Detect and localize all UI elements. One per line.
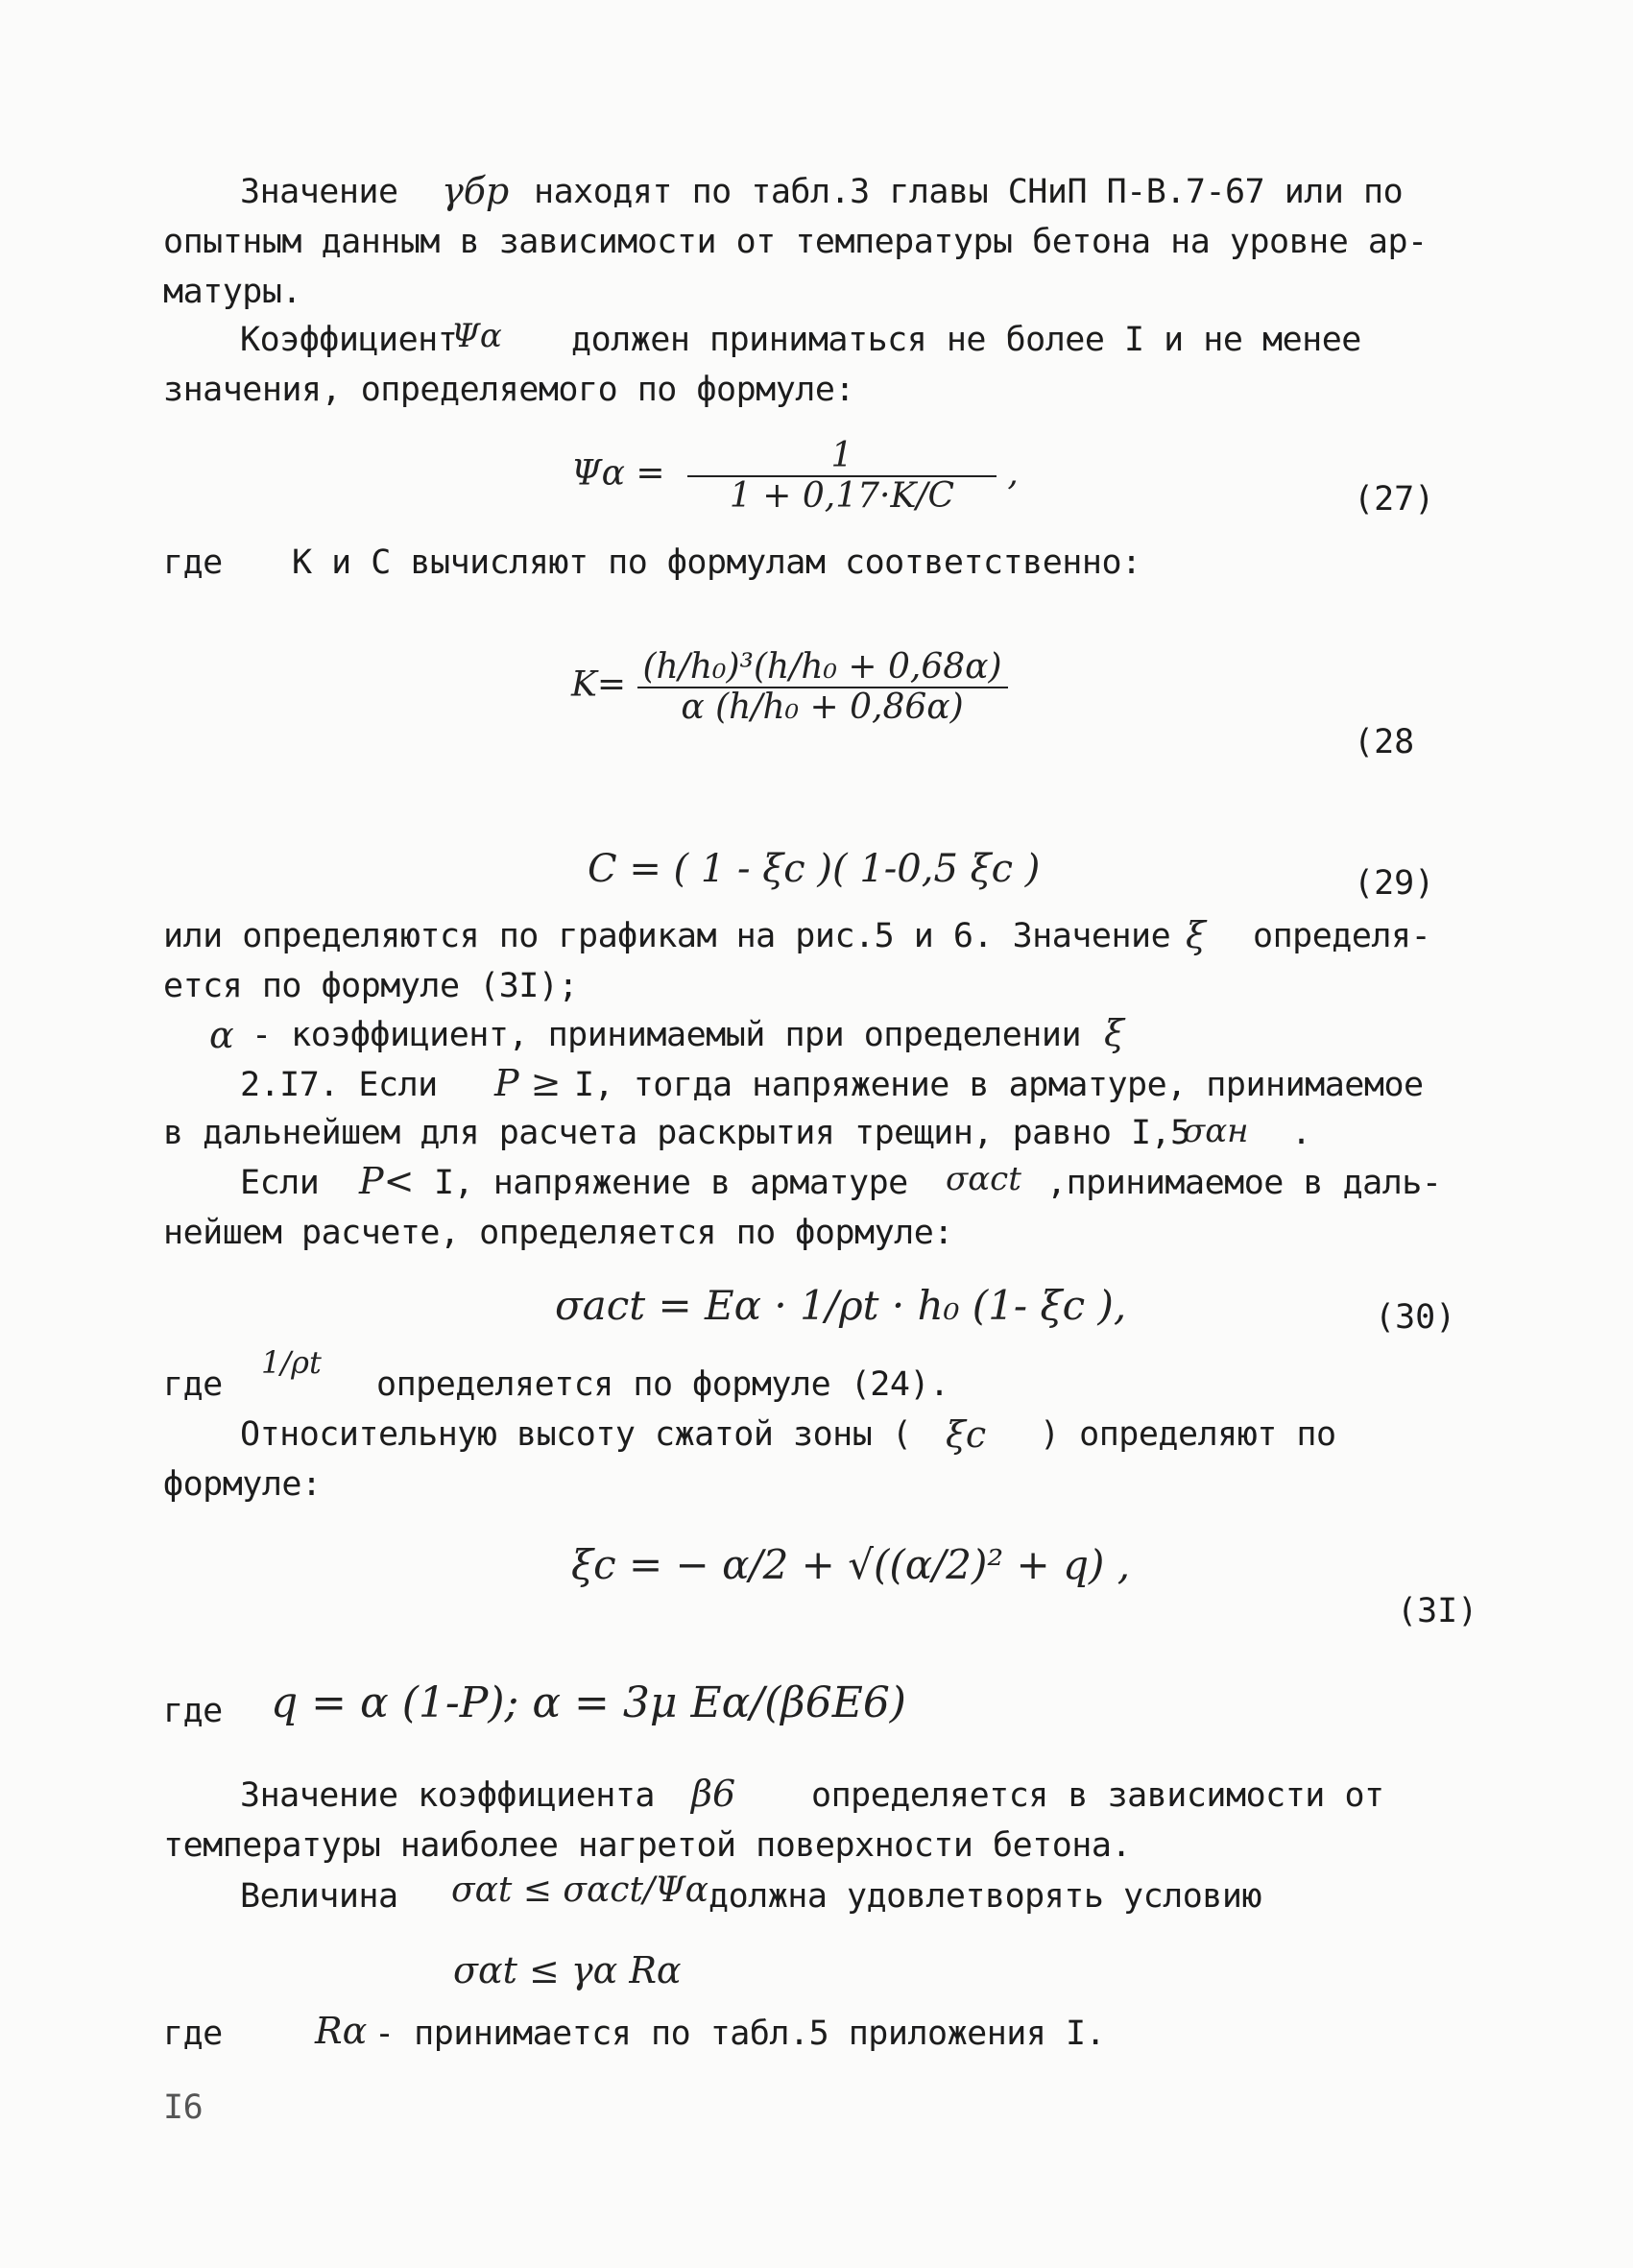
text-line: должна удовлетворять условию <box>708 1877 1262 1916</box>
symbol-gamma-bp: γбр <box>442 170 510 212</box>
formula-27-numerator: 1 <box>687 437 997 477</box>
symbol-p-lt: P< <box>359 1160 415 1202</box>
symbol-alpha: α <box>209 1014 234 1056</box>
text-line: где <box>163 543 223 582</box>
text-line: или определяются по графикам на рис.5 и 6. Значение <box>163 917 1171 955</box>
text-line: 2.I7. Если <box>240 1066 438 1104</box>
formula-27-denominator: 1 + 0,17·K/C <box>729 475 955 516</box>
symbol-beta6: β6 <box>691 1773 736 1815</box>
text-line: нейшем расчете, определяется по формуле: <box>163 1214 953 1252</box>
text-line: температуры наиболее нагретой поверхности бетона. <box>163 1826 1132 1865</box>
text-line: значения, определяемого по формуле: <box>163 371 855 409</box>
text-line: определяется в зависимости от <box>811 1776 1384 1815</box>
page-number: I6 <box>163 2088 204 2127</box>
formula-q-alpha: q = α (1-P); α = 3μ Eα/(β6E6) <box>271 1678 906 1727</box>
text-line: Значение <box>240 173 398 211</box>
text-line: - коэффициент, принимаемый при определении <box>252 1016 1082 1054</box>
symbol-inv-rho: 1/ρt <box>261 1344 322 1381</box>
text-line: матуры. <box>163 273 302 311</box>
text-line: ,принимаемое в даль- <box>1046 1164 1442 1202</box>
text-line: где <box>163 1365 223 1404</box>
symbol-sigma-an: σαн <box>1183 1112 1249 1150</box>
text-line: ) определяют по <box>1040 1415 1336 1454</box>
equation-number-29: (29) <box>1354 864 1435 903</box>
symbol-xi-c: ξc <box>946 1413 987 1456</box>
text-line: К и С вычисляют по формулам соответственно: <box>292 543 1141 582</box>
symbol-sigma-act: σαct <box>946 1160 1021 1198</box>
formula-28-numerator: (h/h₀)³(h/h₀ + 0,68α) <box>637 648 1008 688</box>
symbol-p-ge: P ≥ <box>494 1062 562 1104</box>
text-line: Значение коэффициента <box>240 1776 656 1815</box>
formula-27 <box>571 437 1019 515</box>
text-line: должен приниматься не более I и не менее <box>571 321 1361 359</box>
formula-28-denominator: α (h/h₀ + 0,86α) <box>681 687 964 727</box>
text-line: ется по формуле (3I); <box>163 967 579 1005</box>
equation-number-27: (27) <box>1354 480 1435 519</box>
formula-28 <box>571 648 1008 726</box>
equation-number-31: (3I) <box>1397 1592 1478 1630</box>
symbol-r-a: Rα <box>315 2010 368 2052</box>
formula-28-lhs: K= <box>571 664 627 705</box>
formula-27-tail: , <box>1007 453 1019 494</box>
text-dot: . <box>1291 1114 1311 1152</box>
text-line: - принимается по табл.5 приложения I. <box>374 2015 1106 2053</box>
formula-sigma-at-1: σαt ≤ σαct/Ψα <box>451 1870 708 1910</box>
formula-31: ξc = − α/2 + √((α/2)² + q) , <box>571 1541 1131 1588</box>
symbol-xi-2: ξ <box>1104 1012 1124 1054</box>
symbol-psi-a: Ψα <box>451 317 502 355</box>
equation-number-30: (30) <box>1375 1298 1456 1337</box>
formula-27-lhs: Ψα = <box>571 453 665 494</box>
text-line: находят по табл.3 главы СНиП П-В.7-67 или по <box>534 173 1404 211</box>
text-line: определяется по формуле (24). <box>376 1365 949 1404</box>
text-line: I, напряжение в арматуре <box>434 1164 908 1202</box>
text-line: Если <box>240 1164 320 1202</box>
text-line: где <box>163 2015 223 2053</box>
text-line: где <box>163 1692 223 1730</box>
text-line: Величина <box>240 1877 398 1916</box>
text-line: Относительную высоту сжатой зоны ( <box>240 1415 912 1454</box>
text-line: Коэффициент <box>240 321 458 359</box>
formula-29: C = ( 1 - ξc )( 1-0,5 ξc ) <box>588 847 1041 891</box>
text-line: формуле: <box>163 1465 322 1504</box>
text-line: опытным данным в зависимости от температуры бетона на уровне ар- <box>163 223 1428 261</box>
text-line: определя- <box>1253 917 1431 955</box>
text-line: в дальнейшем для расчета раскрытия трещин, равно I,5 <box>163 1114 1190 1152</box>
text-line: I, тогда напряжение в арматуре, принимаемое <box>574 1066 1424 1104</box>
formula-sigma-at-2: σαt ≤ γα Rα <box>453 1949 682 1991</box>
symbol-xi: ξ <box>1186 914 1206 956</box>
equation-number-28: (28 <box>1354 723 1415 761</box>
formula-30: σact = Eα · 1/ρt · h₀ (1- ξc ), <box>555 1282 1127 1329</box>
